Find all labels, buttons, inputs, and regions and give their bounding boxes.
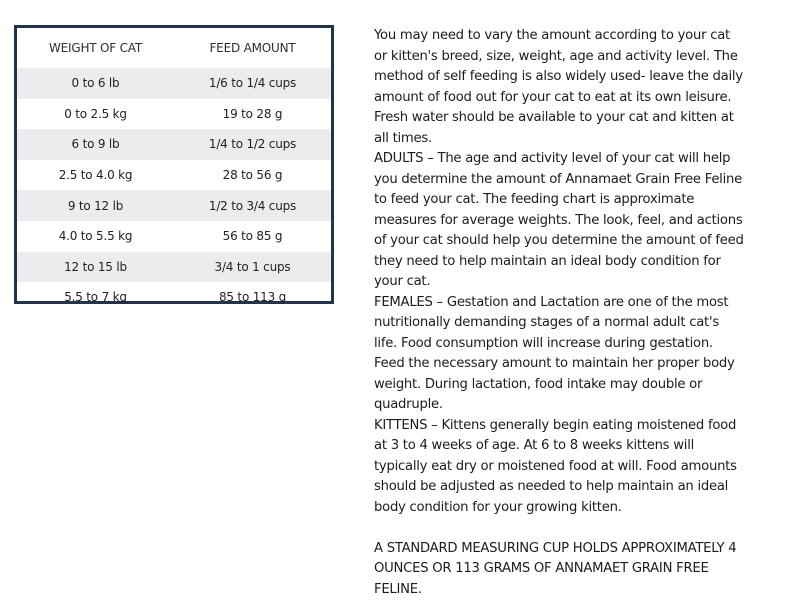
weight-cell: 12 to 15 lb xyxy=(17,252,174,283)
weight-cell: 5.5 to 7 kg xyxy=(17,282,174,313)
paragraph-spacer xyxy=(374,518,744,539)
feed-amount-cell: 85 to 113 g xyxy=(174,282,331,313)
feeding-guidelines-text xyxy=(374,26,744,600)
feeding-table xyxy=(17,28,331,313)
feed-amount-cell: 3/4 to 1 cups xyxy=(174,252,331,283)
weight-cell: 9 to 12 lb xyxy=(17,190,174,221)
weight-cell: 0 to 6 lb xyxy=(17,68,174,99)
weight-cell: 2.5 to 4.0 kg xyxy=(17,160,174,191)
column-header-weight: WEIGHT OF CAT xyxy=(17,28,174,68)
table-row xyxy=(17,99,331,130)
feed-amount-cell: 1/4 to 1/2 cups xyxy=(174,129,331,160)
table-row xyxy=(17,282,331,313)
weight-cell: 0 to 2.5 kg xyxy=(17,99,174,130)
feed-amount-cell: 28 to 56 g xyxy=(174,160,331,191)
feed-amount-cell: 1/6 to 1/4 cups xyxy=(174,68,331,99)
table-row xyxy=(17,221,331,252)
measuring-cup-note: A STANDARD MEASURING CUP HOLDS APPROXIMATELY 4 OUNCES OR 113 GRAMS OF ANNAMAET GRAIN FREE FELINE. xyxy=(374,539,744,600)
kittens-paragraph: KITTENS – Kittens generally begin eating moistened food at 3 to 4 weeks of age. At 6 to 8 weeks kittens will typically eat dry or moistened food at will. Food amounts should be adjusted as needed to help maintain an ideal body condition for your growing kitten. xyxy=(374,416,744,519)
table-row xyxy=(17,252,331,283)
feeding-chart-table xyxy=(14,25,334,304)
adults-paragraph: ADULTS – The age and activity level of your cat will help you determine the amount of Annamaet Grain Free Feline to feed your cat. The feeding chart is approximate measures for average weights. The look, feel, and actions of your cat should help you determine the amount of feed they need to help maintain an ideal body condition for your cat. xyxy=(374,149,744,293)
females-paragraph: FEMALES – Gestation and Lactation are one of the most nutritionally demanding stages of a normal adult cat's life. Food consumption will increase during gestation. Feed the necessary amount to maintain her proper body weight. During lactation, food intake may double or quadruple. xyxy=(374,293,744,416)
table-row xyxy=(17,68,331,99)
table-row xyxy=(17,129,331,160)
table-row xyxy=(17,160,331,191)
weight-cell: 6 to 9 lb xyxy=(17,129,174,160)
column-header-feed-amount: FEED AMOUNT xyxy=(174,28,331,68)
intro-paragraph: You may need to vary the amount according to your cat or kitten's breed, size, weight, age and activity level. The method of self feeding is also widely used- leave the daily amount of food out for your cat to eat at its own leisure. Fresh water should be available to your cat and kitten at all times. xyxy=(374,26,744,149)
table-row xyxy=(17,190,331,221)
table-header-row xyxy=(17,28,331,68)
feed-amount-cell: 56 to 85 g xyxy=(174,221,331,252)
feed-amount-cell: 1/2 to 3/4 cups xyxy=(174,190,331,221)
feed-amount-cell: 19 to 28 g xyxy=(174,99,331,130)
weight-cell: 4.0 to 5.5 kg xyxy=(17,221,174,252)
